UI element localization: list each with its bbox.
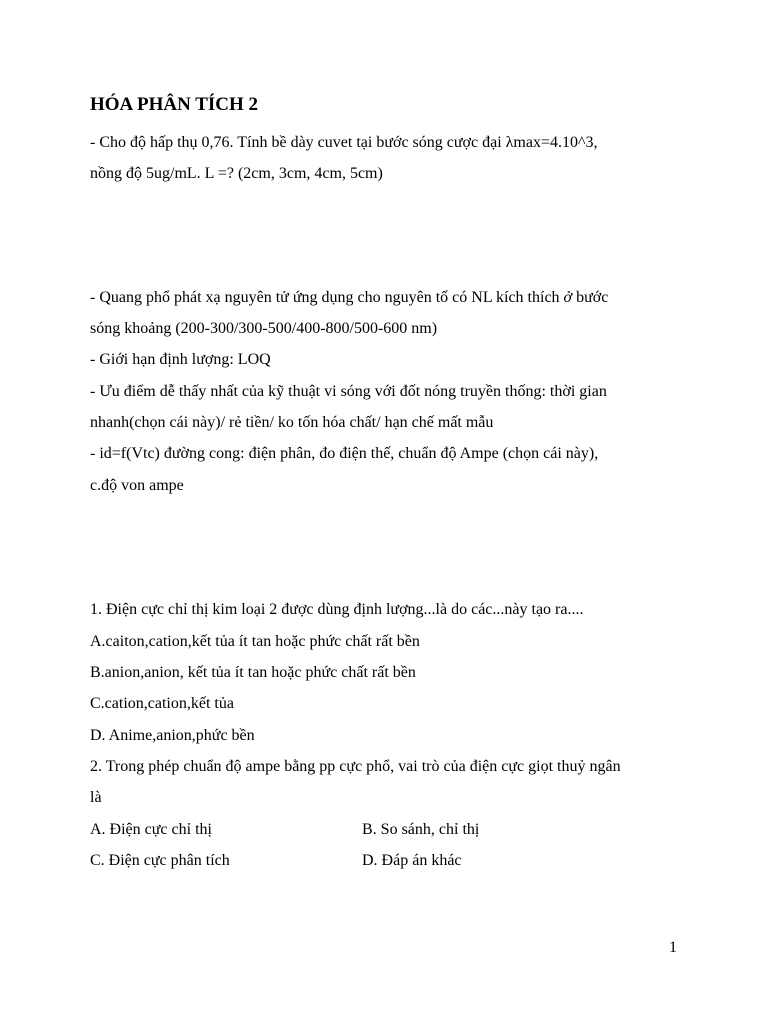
q1-question: 1. Điện cực chỉ thị kim loại 2 được dùng định lượng...là do các...này tạo ra....: [90, 601, 584, 618]
q2-question-line2: là: [90, 789, 102, 806]
para2-line1-c: bước: [572, 289, 609, 306]
para2-line7: c.độ von ampe: [90, 477, 184, 494]
para2-line1-b: ở: [563, 289, 573, 306]
q2-option-b: B. So sánh, chỉ thị: [362, 821, 480, 838]
para2-line1-a: - Quang phổ phát xạ nguyên tử ứng dụng cho nguyên tố có NL kích thích: [90, 289, 564, 306]
q2-question-line1: 2. Trong phép chuẩn độ ampe bằng pp cực phổ, vai trò của điện cực giọt thuỷ ngân: [90, 758, 621, 775]
para2-line1: [90, 288, 608, 308]
q1-option-b: B.anion,anion, kết tủa ít tan hoặc phức chất rất bền: [90, 664, 416, 681]
para2-line5: nhanh(chọn cái này)/ rẻ tiền/ ko tốn hóa chất/ hạn chế mất mẫu: [90, 414, 494, 431]
q2-option-d: D. Đáp án khác: [362, 852, 462, 869]
para2-line6: - id=f(Vtc) đường cong: điện phân, đo điện thế, chuẩn độ Ampe (chọn cái này),: [90, 445, 599, 462]
para1-line2: nồng độ 5ug/mL. L =? (2cm, 3cm, 4cm, 5cm): [90, 165, 383, 182]
page-number: 1: [669, 939, 677, 956]
q2-option-a: A. Điện cực chỉ thị: [90, 821, 212, 838]
q1-option-d: D. Anime,anion,phức bền: [90, 727, 255, 744]
para2-line3: - Giới hạn định lượng: LOQ: [90, 351, 271, 368]
document-title: HÓA PHÂN TÍCH 2: [90, 94, 259, 115]
q2-option-c: C. Điện cực phân tích: [90, 852, 230, 869]
para2-line2: sóng khoảng (200-300/300-500/400-800/500-600 nm): [90, 320, 438, 337]
para1-line1: - Cho độ hấp thụ 0,76. Tính bề dày cuvet tại bước sóng cược đại λmax=4.10^3,: [90, 134, 598, 151]
q1-option-c: C.cation,cation,kết tủa: [90, 695, 234, 712]
q1-option-a: A.caiton,cation,kết tủa ít tan hoặc phức chất rất bền: [90, 633, 420, 650]
para2-line4: - Ưu điểm dễ thấy nhất của kỹ thuật vi sóng với đốt nóng truyền thống: thời gian: [90, 383, 607, 400]
